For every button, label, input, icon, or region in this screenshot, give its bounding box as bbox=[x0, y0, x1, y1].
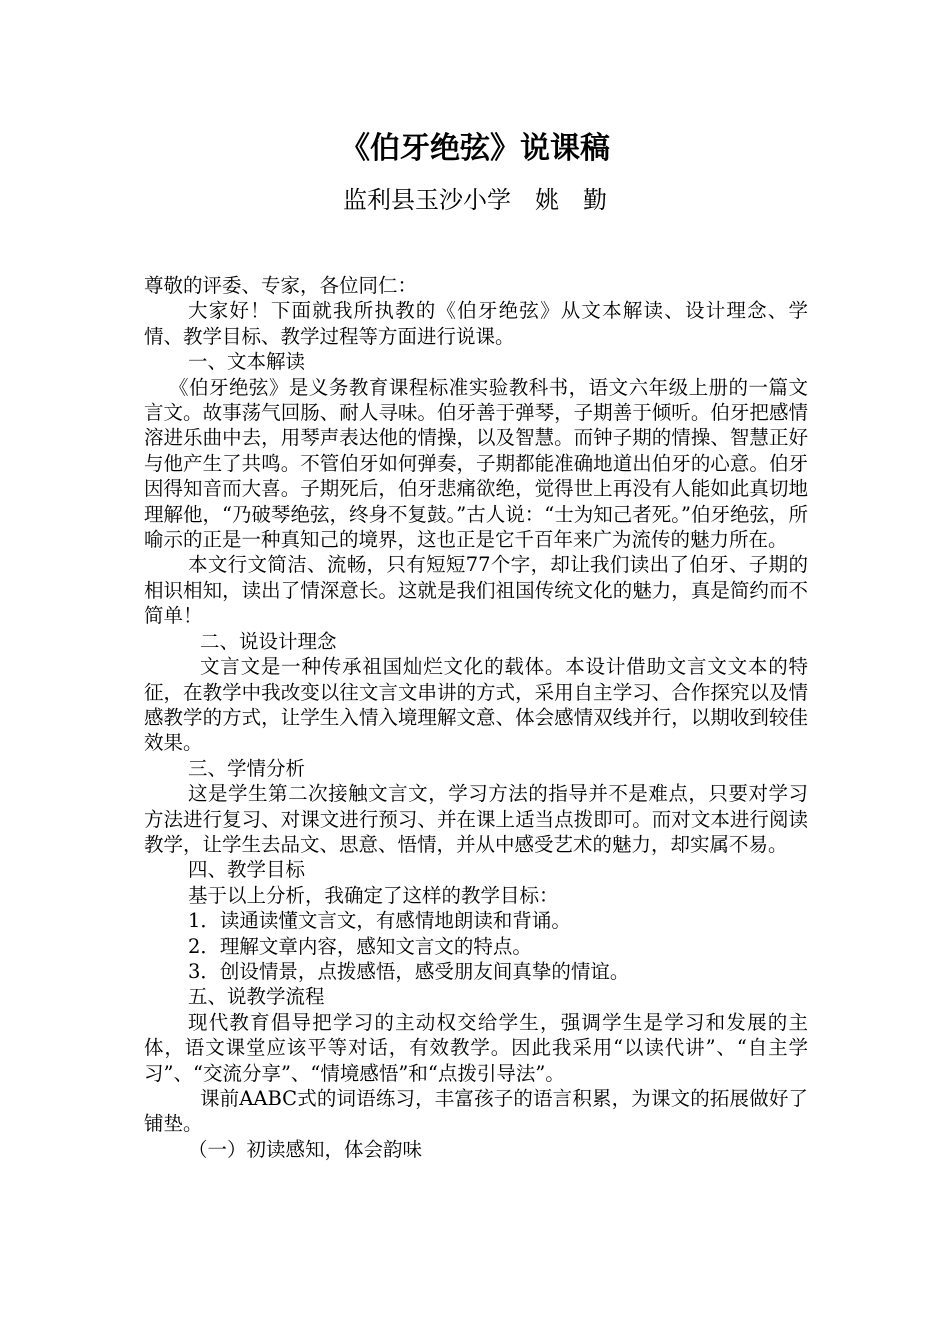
paragraph-text-style: 本文行文简洁、流畅，只有短短77个字，却让我们读出了伯牙、子期的相识相知，读出了情深意长。这就是我们祖国传统文化的魅力，真是简约而不简单！ bbox=[144, 553, 808, 628]
section-heading-3: 三、学情分析 bbox=[188, 756, 306, 780]
paragraph-learner-analysis: 这是学生第二次接触文言文，学习方法的指导并不是难点，只要对学习方法进行复习、对课文进行预习、并在课上适当点拨即可。而对文本进行阅读教学，让学生去品文、思意、悟情，并从中感受艺术的魅力，却实属不易。 bbox=[144, 782, 808, 856]
intro-paragraph: 大家好！下面就我所执教的《伯牙绝弦》从文本解读、设计理念、学情、教学目标、教学过程等方面进行说课。 bbox=[144, 299, 808, 348]
paragraph-pre-class: 课前AABC式的词语练习，丰富孩子的语言积累，为课文的拓展做好了铺垫。 bbox=[144, 1087, 808, 1136]
objective-item-2: 2．理解文章内容，感知文言文的特点。 bbox=[188, 934, 532, 958]
section-heading-4: 四、教学目标 bbox=[188, 858, 306, 882]
section-heading-1: 一、文本解读 bbox=[188, 350, 306, 374]
document-author: 监利县玉沙小学 姚 勤 bbox=[343, 186, 607, 214]
paragraph-text-analysis: 《伯牙绝弦》是义务教育课程标准实验教科书，语文六年级上册的一篇文言文。故事荡气回肠、耐人寻味。伯牙善于弹琴，子期善于倾听。伯牙把感情溶进乐曲中去，用琴声表达他的情操，以及智慧。而钟子期的情操、智慧正好与他产生了共鸣。不管伯牙如何弹奏，子期都能准确地道出伯牙的心意。伯牙因得知音而大喜。子期死后，伯牙悲痛欲绝，觉得世上再没有人能如此真切地理解他，“乃破琴绝弦，终身不复鼓。”古人说：“士为知己者死。”伯牙绝弦，所喻示的正是一种真知己的境界，这也正是它千百年来广为流传的魅力所在。 bbox=[144, 375, 808, 552]
salutation: 尊敬的评委、专家，各位同仁： bbox=[144, 274, 418, 297]
section-heading-2: 二、说设计理念 bbox=[200, 629, 337, 653]
document-title: 《伯牙绝弦》说课稿 bbox=[340, 131, 610, 166]
paragraph-teaching-method: 现代教育倡导把学习的主动权交给学生，强调学生是学习和发展的主体，语文课堂应该平等对话，有效教学。因此我采用“以读代讲”、“自主学习”、“交流分享”、“情境感悟”和“点拨引导法”。 bbox=[144, 1010, 808, 1085]
paragraph-design-concept: 文言文是一种传承祖国灿烂文化的载体。本设计借助文言文文本的特征，在教学中我改变以往文言文串讲的方式，采用自主学习、合作探究以及情感教学的方式，让学生入情入境理解文意、体会感情双线并行，以期收到较佳效果。 bbox=[144, 655, 808, 755]
objective-item-1: 1．读通读懂文言文，有感情地朗读和背诵。 bbox=[188, 909, 571, 933]
section-heading-5: 五、说教学流程 bbox=[188, 985, 325, 1009]
subsection-heading-1: （一）初读感知，体会韵味 bbox=[188, 1137, 423, 1161]
document-body bbox=[144, 273, 808, 1162]
paragraph-objectives-intro: 基于以上分析，我确定了这样的教学目标： bbox=[188, 883, 559, 907]
objective-item-3: 3．创设情景，点拨感悟，感受朋友间真挚的情谊。 bbox=[188, 959, 630, 983]
